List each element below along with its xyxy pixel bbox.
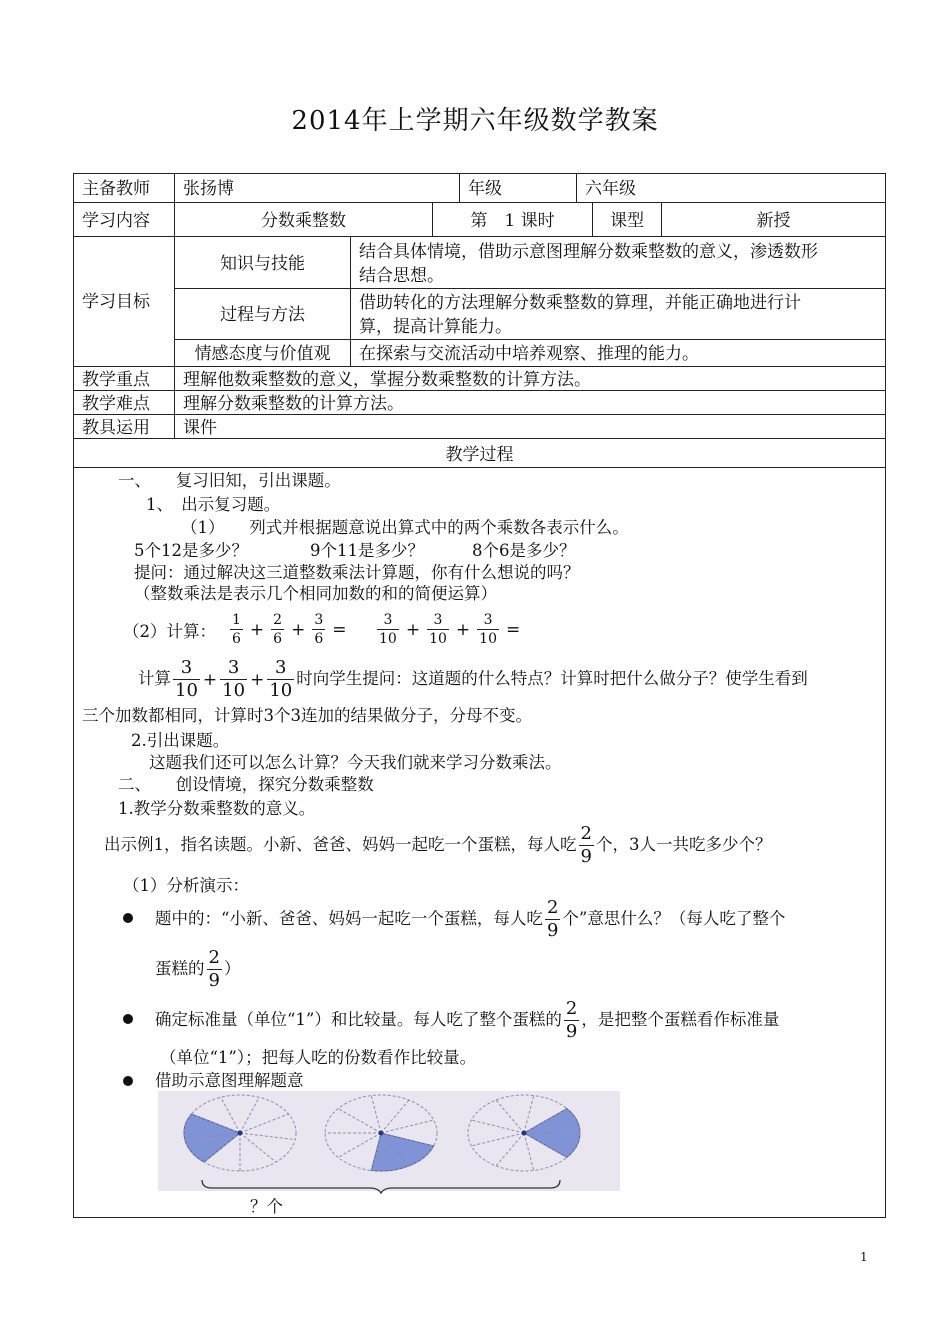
cake-diagram — [158, 1091, 620, 1191]
brace-label: ？个 — [250, 1197, 283, 1216]
cake-center — [522, 1131, 527, 1136]
fraction: $\frac{2}{9}$ — [546, 897, 559, 941]
table-line — [73, 236, 886, 237]
objective-text: 结合思想。 — [359, 266, 444, 286]
bullet-1: 题中的：“小新、爸爸、妈妈一起吃一个蛋糕，每人吃 $\frac{2}{9}$ 个”意思什么？（每人吃了整个 — [155, 897, 786, 941]
focus-text: 理解他数乘整数的意义，掌握分数乘整数的计算方法。 — [183, 370, 591, 390]
teacher-label: 主备教师 — [82, 179, 150, 199]
page-number: 1 — [860, 1250, 868, 1264]
bullet-3: 借助示意图理解题意 — [155, 1071, 304, 1090]
focus-label: 教学重点 — [82, 370, 150, 390]
question-3: 8个6是多少？ — [472, 541, 576, 560]
objective-text: 算，提高计算能力。 — [359, 317, 512, 337]
bullet-2-line-2: （单位“1”）；把每人吃的份数看作比较量。 — [160, 1048, 477, 1067]
content-value: 分数乘整数 — [261, 211, 346, 231]
fraction: $\frac{3}{10}$ — [175, 657, 198, 701]
table-line — [73, 1217, 886, 1218]
table-line — [73, 173, 74, 1217]
question-ask: 提问：通过解决这三道整数乘法计算题，你有什么想说的吗？ — [134, 563, 580, 582]
fraction: $\frac{2}{9}$ — [208, 947, 220, 991]
section-1-item-2: 2.引出课题。 — [131, 731, 230, 750]
section-1-heading: 一、 复习旧知，引出课题。 — [118, 471, 341, 490]
question-1: 5个12是多少？ — [134, 541, 248, 560]
type-label: 课型 — [610, 211, 644, 231]
table-line — [73, 173, 886, 174]
brace-icon — [200, 1178, 562, 1194]
fraction: $\frac{2}{9}$ — [580, 823, 592, 867]
section-1-item-1a: （1） 列式并根据题意说出算式中的两个乘数各表示什么。 — [181, 518, 629, 537]
bullet-icon — [123, 913, 133, 923]
fraction: $\frac{3}{10}$ — [222, 657, 246, 701]
section-2-item-1: 1.教学分数乘整数的意义。 — [118, 799, 316, 818]
cake-center — [238, 1131, 243, 1136]
tools-text: 课件 — [183, 418, 217, 438]
fraction: $\frac{3}{10}$ — [269, 657, 293, 701]
analysis-label: （1）分析演示： — [123, 876, 249, 895]
question-note: （整数乘法是表示几个相同加数的和的简便运算） — [134, 584, 497, 603]
cake-center — [379, 1131, 384, 1136]
bullet-icon — [123, 1014, 133, 1024]
grade-label: 年级 — [468, 179, 502, 199]
section-1-item-2a: 这题我们还可以怎么计算？今天我们就来学习分数乘法。 — [149, 753, 562, 772]
fraction: $\frac{2}{9}$ — [565, 998, 578, 1042]
objectives-label: 学习目标 — [82, 292, 150, 312]
fraction: $\frac{1}{6}$ — [232, 612, 241, 647]
bullet-2: 确定标准量（单位“1”）和比较量。每人吃了整个蛋糕的 $\frac{2}{9}$ ，是把整个蛋糕看作标准量 — [155, 998, 780, 1042]
fraction: $\frac{3}{10}$ — [479, 612, 497, 647]
objective-name: 过程与方法 — [220, 305, 305, 325]
question-2: 9个11是多少？ — [310, 541, 424, 560]
type-value: 新授 — [756, 211, 791, 231]
table-line — [885, 173, 886, 1217]
difficulty-text: 理解分数乘整数的计算方法。 — [183, 394, 404, 414]
objective-text: 借助转化的方法理解分数乘整数的算理，并能正确地进行计 — [359, 293, 801, 313]
section-2-heading: 二、 创设情境，探究分数乘整数 — [118, 775, 374, 794]
objective-text: 结合具体情境，借助示意图理解分数乘整数的意义，渗透数形 — [359, 242, 818, 262]
bullet-1-line-2: 蛋糕的 $\frac{2}{9}$ ） — [155, 947, 241, 991]
lesson-value: 第 1 课时 — [470, 211, 555, 231]
fraction: $\frac{3}{10}$ — [429, 612, 447, 647]
tools-label: 教具运用 — [82, 418, 150, 438]
fraction: $\frac{2}{6}$ — [273, 612, 283, 647]
fraction: $\frac{3}{10}$ — [379, 612, 397, 647]
calc-question-line-2: 三个加数都相同，计算时3个3连加的结果做分子，分母不变。 — [82, 706, 532, 725]
example-1: 出示例1，指名读题。小新、爸爸、妈妈一起吃一个蛋糕，每人吃 $\frac{2}{9}$ 个，3人一共吃多少个？ — [104, 823, 772, 867]
content-label: 学习内容 — [82, 211, 150, 231]
difficulty-label: 教学难点 — [82, 394, 150, 414]
page-title: 2014年上学期六年级数学教案 — [291, 106, 659, 136]
objective-name: 情感态度与价值观 — [194, 344, 331, 364]
grade-value: 六年级 — [585, 179, 636, 199]
bullet-icon — [123, 1076, 133, 1086]
calc-expression-b: $\frac{3}{10}$ + $\frac{3}{10}$ + $\frac{3}{10}$ = — [379, 612, 521, 647]
calc-expression-a: $\frac{1}{6}$ + $\frac{2}{6}$ + $\frac{3}{6}$ = — [232, 612, 347, 647]
objective-name: 知识与技能 — [220, 254, 305, 274]
teacher-value: 张扬博 — [183, 179, 234, 199]
calc-question: 计算 $\frac{3}{10}$ + $\frac{3}{10}$ + $\frac{3}{10}$ 时向学生提问：这道题的什么特点？计算时把什么做分子？使学生看到 — [138, 657, 808, 701]
objective-text: 在探索与交流活动中培养观察、推理的能力。 — [359, 344, 699, 364]
section-1-item-1: 1、 出示复习题。 — [146, 495, 281, 514]
fraction: $\frac{3}{6}$ — [314, 612, 324, 647]
calc-label: （2）计算： — [123, 622, 216, 641]
process-heading: 教学过程 — [445, 445, 514, 465]
